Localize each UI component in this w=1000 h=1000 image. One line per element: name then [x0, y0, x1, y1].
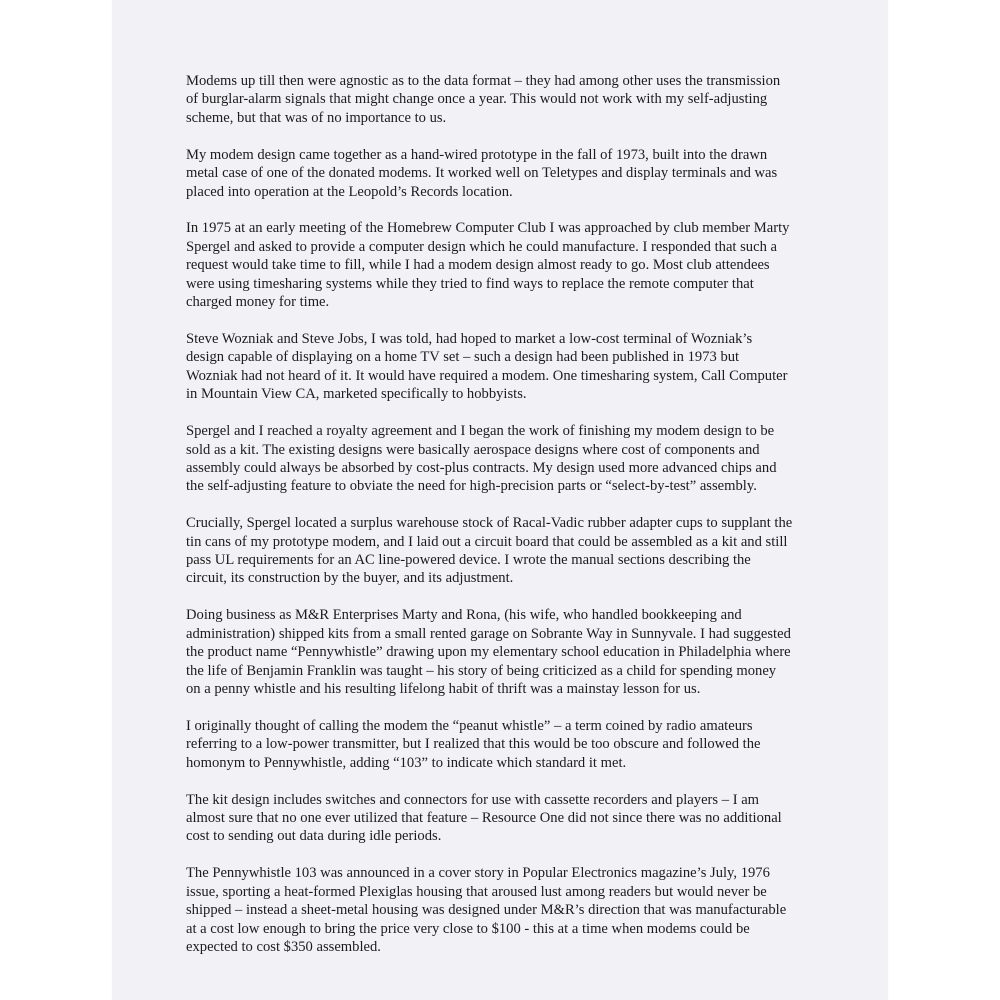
paragraph-homebrew-club: In 1975 at an early meeting of the Homebrew Computer Club I was approached by club member Marty Spergel and asked to provide a computer design which he could manufacture. I responded that such a request would take time to fill, while I had a modem design almost ready to go. Most club attendees were using timesharing systems while they tried to find ways to replace the remote computer that charged money for time. [186, 220, 790, 311]
document-body [186, 72, 826, 975]
paragraph-kit-design: The kit design includes switches and connectors for use with cassette recorders and players – I am almost sure that no one ever utilized that feature – Resource One did not since there was no additional cost to sending out data during idle periods. [186, 791, 782, 845]
paragraph-royalty-agreement: Spergel and I reached a royalty agreement and I began the work of finishing my modem design to be sold as a kit. The existing designs were basically aerospace designs where cost of components and assembly could always be absorbed by cost-plus contracts. My design used more advanced chips and the self-adjusting feature to obviate the need for high-precision parts or “select-by-test” assembly. [186, 423, 777, 495]
paragraph-modem-agnostic: Modems up till then were agnostic as to the data format – they had among other uses the transmission of burglar-alarm signals that might change once a year. This would not work with my self-adjusting scheme, but that was of no importance to us. [186, 73, 781, 126]
paragraph-popular-electronics: The Pennywhistle 103 was announced in a cover story in Popular Electronics magazine’s July, 1976 issue, sporting a heat-formed Plexiglas housing that aroused lust among readers but would never be shipped – instead a sheet-metal housing was designed under M&R’s direction that was manufacturable at a cost low enough to bring the price very close to $100 - this at a time when modems could be expected to cost $350 assembled. [186, 865, 787, 955]
paragraph-racal-vadic-cups: Crucially, Spergel located a surplus warehouse stock of Racal-Vadic rubber adapter cups to supplant the tin cans of my prototype modem, and I laid out a circuit board that could be assembled as a kit and still pass UL requirements for an AC line-powered device. I wrote the manual sections describing the circuit, its construction by the buyer, and its adjustment. [186, 515, 793, 587]
paragraph-wozniak-jobs: Steve Wozniak and Steve Jobs, I was told, had hoped to market a low-cost terminal of Wozniak’s design capable of displaying on a home TV set – such a design had been published in 1973 but Wozniak had not heard of it. It would have required a modem. One timesharing system, Call Computer in Mountain View CA, marketed specifically to hobbyists. [186, 330, 788, 403]
paragraph-peanut-whistle: I originally thought of calling the modem the “peanut whistle” – a term coined by radio amateurs referring to a low-power transmitter, but I realized that this would be too obscure and followed the homonym to Pennywhistle, adding “103” to indicate which standard it met. [186, 717, 761, 771]
paragraph-mr-enterprises: Doing business as M&R Enterprises Marty and Rona, (his wife, who handled bookkeeping and administration) shipped kits from a small rented garage on Sobrante Way in Sunnyvale. I had suggested the product name “Pennywhistle” drawing upon my elementary school education in Philadelphia where the life of Benjamin Franklin was taught – his story of being criticized as a child for spending money on a penny whistle and his resulting lifelong habit of thrift was a mainstay lesson for us. [186, 607, 791, 697]
paragraph-prototype-1973: My modem design came together as a hand-wired prototype in the fall of 1973, built into the drawn metal case of one of the donated modems. It worked well on Teletypes and display terminals and was placed into operation at the Leopold’s Records location. [186, 146, 778, 200]
